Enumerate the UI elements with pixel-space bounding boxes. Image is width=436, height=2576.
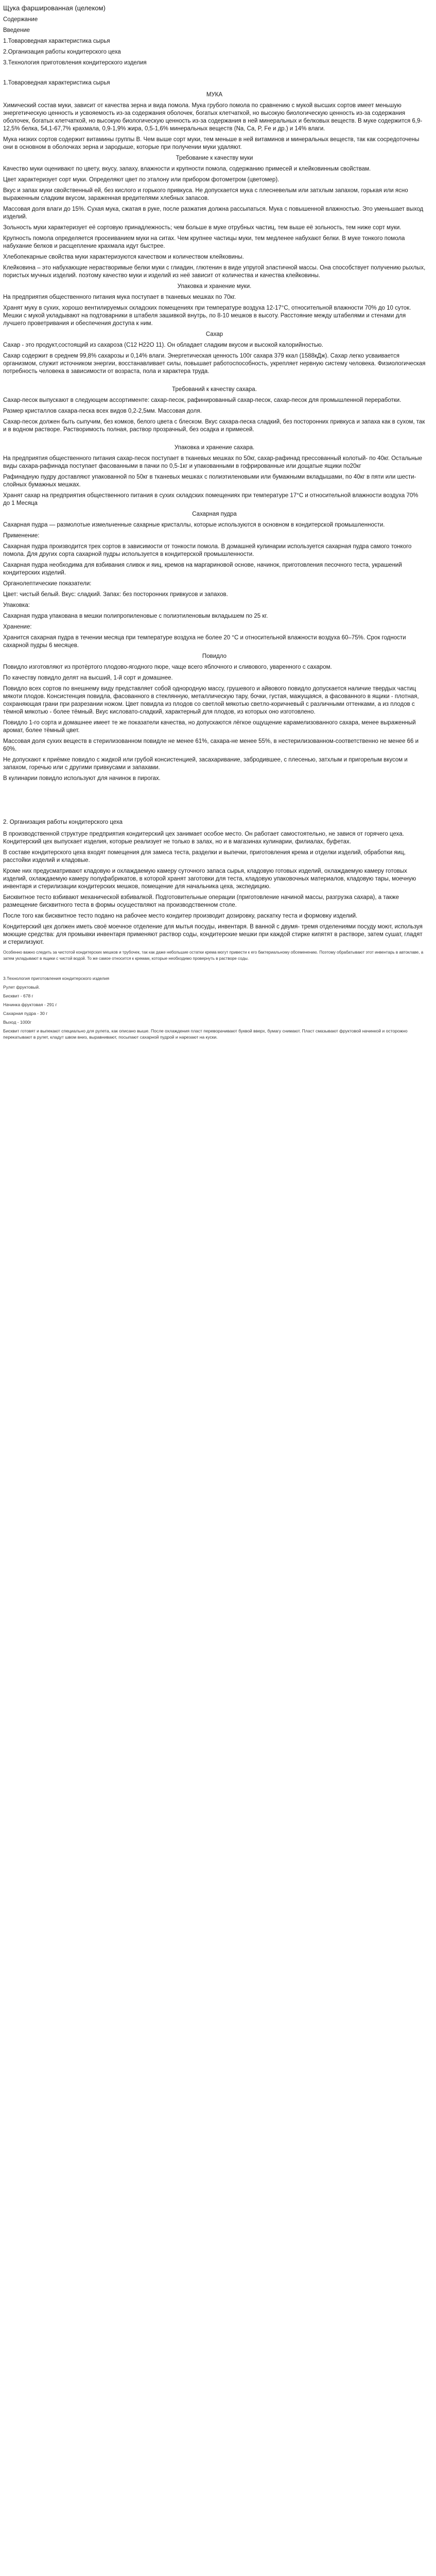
ingredient-item: Сахарная пудра - 30 г	[3, 1011, 48, 1016]
powder-packaging-label: Упаковка:	[3, 602, 30, 608]
flour-storage-heading: Упаковка и хранение муки.	[177, 283, 252, 290]
paragraph: Сахарная пудра производится трех сортов в зависимости от тонкости помола. В домашней кулинарии используется сахарная пудра самого тонкого помола. Для других сорта сахарной пудры используется в кондитерской промышленности.	[3, 544, 412, 557]
paragraph: Сахарная пудра необходима для взбивания сливок и яиц, кремов на маргариновой основе, начинок, приготовления песочного теста, украшений кондитерских изделий.	[3, 562, 402, 576]
paragraph: Сахарная пудра упакована в мешки полипропиленовые с полиэтиленовым вкладышем по 25 кг.	[3, 613, 268, 619]
recipe-title: Рулет фруктовый.	[3, 985, 40, 990]
flour-heading: МУКА	[206, 92, 223, 98]
section1-title: 1.Товароведная характеристика сырья	[3, 80, 110, 86]
paragraph: Хранят сахар на предприятия общественного питания в сухих складских помещениях при температуре 17°С и относительной влажности воздуха 70% до 1 Месяца	[3, 493, 418, 506]
paragraph: Цвет характеризует сорт муки. Определяют цвет по эталону или прибором фотометром (цветомер).	[3, 177, 280, 183]
paragraph: Рафинадную пудру доставляют упакованной по 50кг в тканевых мешках с полиэтиленовыми или бумажными вкладышами, по 40кг в пяти или шести-слойных бумажных мешках.	[3, 474, 416, 488]
paragraph: Повидло всех сортов по внешнему виду представляет собой однородную массу, грушевого и айвового повидло допускается наличие твердых частиц мякоти плодов. Консистенция повидла, фасованного в стеклянную, металлическую тару, бочки, густая, мажущаяся, а фасованного в ящики - плотная, сохраняющая грани при разрезании ножом. Цвет повидла из плодов со светлой мякотью светло-коричневый с различными оттенками, а из плодов с тёмной мякотью - более тёмный. Вкус кисловато-сладкий, характерный для плодов, из которых оно изготовлено.	[3, 686, 419, 715]
paragraph: Вкус и запах муки свойственный ей, без кислого и горького привкуса. Не допускается мука с плесневелым или затхлым запахом, горькая или ясно выраженным сладким вкусом, зараженная вредителями хлебных запасов.	[3, 188, 408, 201]
paragraph: Сахар-песок должен быть сыпучим, без комков, белого цвета с блеском. Вкус сахара-песка сладкий, без посторонних привкуса и запаха как в сухом, так и в водном растворе. Растворимость полная, раствор прозрачный, без осадка и примесей.	[3, 419, 425, 433]
paragraph: Цвет: чистый белый. Вкус: сладкий. Запах: без посторонних привкусов и запахов.	[3, 591, 228, 598]
toc-item: Введение	[3, 27, 30, 33]
section2-title: 2. Организация работы кондитерского цеха	[3, 819, 123, 825]
paragraph: В кулинарии повидло используют для начинок в пирогах.	[3, 775, 161, 782]
ingredient-item: Начинка фруктовая - 291 г	[3, 1002, 57, 1007]
powder-usage-label: Применение:	[3, 533, 40, 539]
paragraph: Химический состав муки, зависит от качества зерна и вида помола. Мука грубого помола по сравнению с мукой высших сортов имеет меньшую энергетическую ценность и усвояемость из-за содержания оболочек, богатых клетчаткой, но высокую биологическую ценность из-за содержания оболочек, богатых клетчаткой, но высокую биологическую ценность из-за содержания в ней минеральных и белковых веществ. В муке содержится 6,9-12,5% белка, 54,1-67,7% крахмала, 0,9-1,9% жира, 0,5-1,6% минеральных веществ (Na, Ca, P, Fe и др.) и 14% влаги.	[3, 103, 423, 132]
paragraph: Размер кристаллов сахара-песка всех видов 0,2-2,5мм. Массовая доля.	[3, 408, 202, 414]
paragraph: Повидло 1-го сорта и домашнее имеет те же показатели качества, но допускаются лёгкое ощущение карамелизованного сахара, менее выраженный аромат, более тёмный цвет.	[3, 720, 416, 734]
ingredient-item: Выход - 1000г	[3, 1020, 31, 1025]
section3-title: 3.Технология приготовления кондитерского изделия	[3, 976, 110, 981]
recipe-method: Бисквит готовят и выпекают специально для рулета, как описано выше. После охлаждения пласт переворачивают буквой вверх, бумагу снимают. Пласт смазывают фруктовой начинкой и осторожно перекатывают в рулет, кладут швом вниз, выравнивают, посыпают сахарной пудрой и нарезают на куски.	[3, 1028, 408, 1040]
paragraph: После того как бисквитное тесто подано на рабочее место кондитер производит дозировку, раскатку теста и формовку изделий.	[3, 913, 358, 919]
paragraph: Мука низких сортов содержит витамины группы В. Чем выше сорт муки, тем меньше в ней витаминов и минеральных веществ, так как сосредоточены они в основном в оболочках зерна и зародыше, которые при получении муки удаляют.	[3, 137, 420, 150]
document-title: Щука фаршированная (целеком)	[3, 4, 106, 12]
ingredient-item: Бисквит - 678 г	[3, 993, 33, 998]
jam-heading: Повидло	[202, 653, 227, 659]
toc-item: 1.Товароведная характеристика сырья	[3, 38, 110, 44]
powder-organoleptic-label: Органолептические показатели:	[3, 581, 92, 587]
paragraph: Кондитерский цех должен иметь своё моечное отделение для мытья посуды, инвентаря. В ванной с двумя- тремя отделениями посуду моют, используя моющие средства: для промывки инвентаря применяют раствор соды, кондитерские мешки при каждой стирке кипятят в растворе, затем сушат, гладят и стерилизуют.	[3, 924, 423, 945]
paragraph: Качество муки оценивают по цвету, вкусу, запаху, влажности и крупности помола, содержанию примесей и клейковинным свойствам.	[3, 166, 371, 172]
paragraph: Хранится сахарная пудра в течении месяца при температуре воздуха не более 20 °C и относительной влажности воздуха 60–75%. Срок годности сахарной пудры 6 месяцев.	[3, 635, 406, 649]
paragraph: На предприятия общественного питания мука поступает в тканевых мешках по 70кг.	[3, 294, 236, 300]
paragraph: Крупность помола определяется просеиванием муки на ситах. Чем крупнее частицы муки, тем медленее набухают белки. В муке тонкого помола набухание белков и расщепление крахмала идут быстрее.	[3, 235, 405, 249]
paragraph: Массовая доля влаги до 15%. Сухая мука, сжатая в руке, после разжатия должна рассыпаться. Мука с повышенной влажностью. Это уменьшает выход изделий.	[3, 206, 424, 220]
paragraph: Кроме них предусматривают кладовую и охлаждаемую камеру суточного запаса сырья, кладовую готовых изделий, охлаждаемую камеру готовых изделий, охлаждаемую камеру полуфабрикатов, в которой хранят заготовки для теста, кладовую упаковочных материалов, кладовую тары, моечную инвентаря и стерилизации кондитерских мешков, помещение для начальника цеха, экспедицию.	[3, 868, 416, 890]
paragraph: Сахар содержит в среднем 99,8% сахарозы и 0,14% влаги. Энергетическая ценность 100г сахара 379 ккал (1588кДж). Сахар легко усваивается организмом, служит источником энергии, восстанавливает силы, повышает работоспособность, укрепляет нервную систему человека. Физиологическая потребность человека в зависимости от возраста, пола и характера труда.	[3, 353, 426, 375]
paragraph: Сахарная пудра — размолотые измельченные сахарные кристаллы, которые используются в основном в кондитерской промышленности.	[3, 522, 385, 528]
powder-storage-label: Хранение:	[3, 624, 32, 630]
flour-quality-heading: Требование к качеству муки	[176, 155, 253, 161]
document-page	[0, 0, 436, 1063]
paragraph: В составе кондитерского цеха входят помещения для замеса теста, разделки и выпечки, приготовления крема и отделки изделий, обработки яиц, расстойки изделий и кладовые.	[3, 850, 406, 863]
paragraph: Бисквитное тесто взбивают механической взбивалкой. Подготовительные операции (приготовление начиной массы, разгрузка сахара), а также размещение бисквитного теста в формы осуществляют на производственном столе.	[3, 894, 399, 908]
footnote: Особенно важно следить за чистотой кондитерских мешков и трубочек, так как даже небольшие остатки крема могут привести к его бактериальному обсеменению. Поэтому обрабатывают этот инвентарь в автоклаве, а затем укладывают в ящики с чистой водой. То же самое относится к кремам, которые необходимо провернуть в растворе соды.	[3, 950, 424, 961]
paragraph: В производственной структуре предприятия кондитерский цех занимает особое место. Он работает самостоятельно, не завися от горячего цеха. Кондитерский цех выпускает изделия, которые реализует не только в залах, но и в магазинах кулинарии, филиалах, буфетах.	[3, 831, 404, 845]
paragraph: Зольность муки характеризует её сортовую принадлежность; чем больше в муке отрубных частиц, тем выше её зольность, тем ниже сорт муки.	[3, 225, 402, 231]
contents-label: Содержание	[3, 16, 38, 23]
toc-item: 2.Организация работы кондитерского цеха	[3, 49, 121, 55]
paragraph: Повидло изготовляют из протёртого плодово-ягодного пюре, чаще всего яблочного и сливового, уваренного с сахаром.	[3, 664, 332, 670]
paragraph: По качеству повидло делят на высший, 1-й сорт и домашнее.	[3, 675, 173, 681]
paragraph: На предприятия общественного питания сахар-песок поступает в тканевых мешках по 50кг, сахар-рафинад прессованный колотый- по 40кг. Остальные виды сахара-рафинада поступает фасованными в пачки по 0,5-1кг и упакованными в гофрированные или дощатые ящики по20кг	[3, 455, 423, 469]
paragraph: Не допускают к приёмке повидло с жидкой или грубой консистенцией, засахаривание, забродившее, с плесенью, затхлым и пригорелым вкусом и запахом, горечью или с другими привкусами и запахами.	[3, 757, 408, 771]
paragraph: Сахар-песок выпускают в следующем ассортименте: сахар-песок, рафинированный сахар-песок, сахар-песок для промышленной переработки.	[3, 397, 402, 403]
paragraph: Массовая доля сухих веществ в стерилизованном повидле не менее 61%, сахара-не менее 55%, в нестерилизованном-соответственно не менее 66 и 60%.	[3, 738, 419, 752]
paragraph: Хранят муку в сухих, хорошо вентилируемых складских помещениях при температуре воздуха 12-17°С, относительной влажности 70% до 10 суток. Мешки с мукой укладывают на подтоварники в штабеля зашивкой внутрь, по 8-10 мешков в высоту. Расстояние между штабелями и стенами для лучшего проветривания и обеспечения доступа к ним.	[3, 305, 411, 327]
sugar-quality-heading: Требований к качеству сахара.	[172, 386, 257, 393]
sugar-heading: Сахар	[205, 331, 223, 337]
toc-item: 3.Технология приготовления кондитерского изделия	[3, 60, 147, 66]
paragraph: Хлебопекарные свойства муки характеризуются качеством и количеством клейковины.	[3, 254, 244, 260]
paragraph: Клейковина – это набухающие нерастворимые белки муки с глиадин, глютенин в виде упругой эластичной массы. Она способствует получению рыхлых, пористых мучных изделий. поэтому качество муки и изделий из неё зависит от количества и качества клейковины.	[3, 265, 426, 279]
paragraph: Сахар - это продукт,состоящий из сахароза (С12 Н22О 11). Он обладает сладким вкусом и высокой калорийностью.	[3, 342, 323, 348]
sugar-storage-heading: Упаковка и хранение сахара.	[174, 445, 255, 451]
powder-heading: Сахарная пудра	[192, 511, 237, 517]
